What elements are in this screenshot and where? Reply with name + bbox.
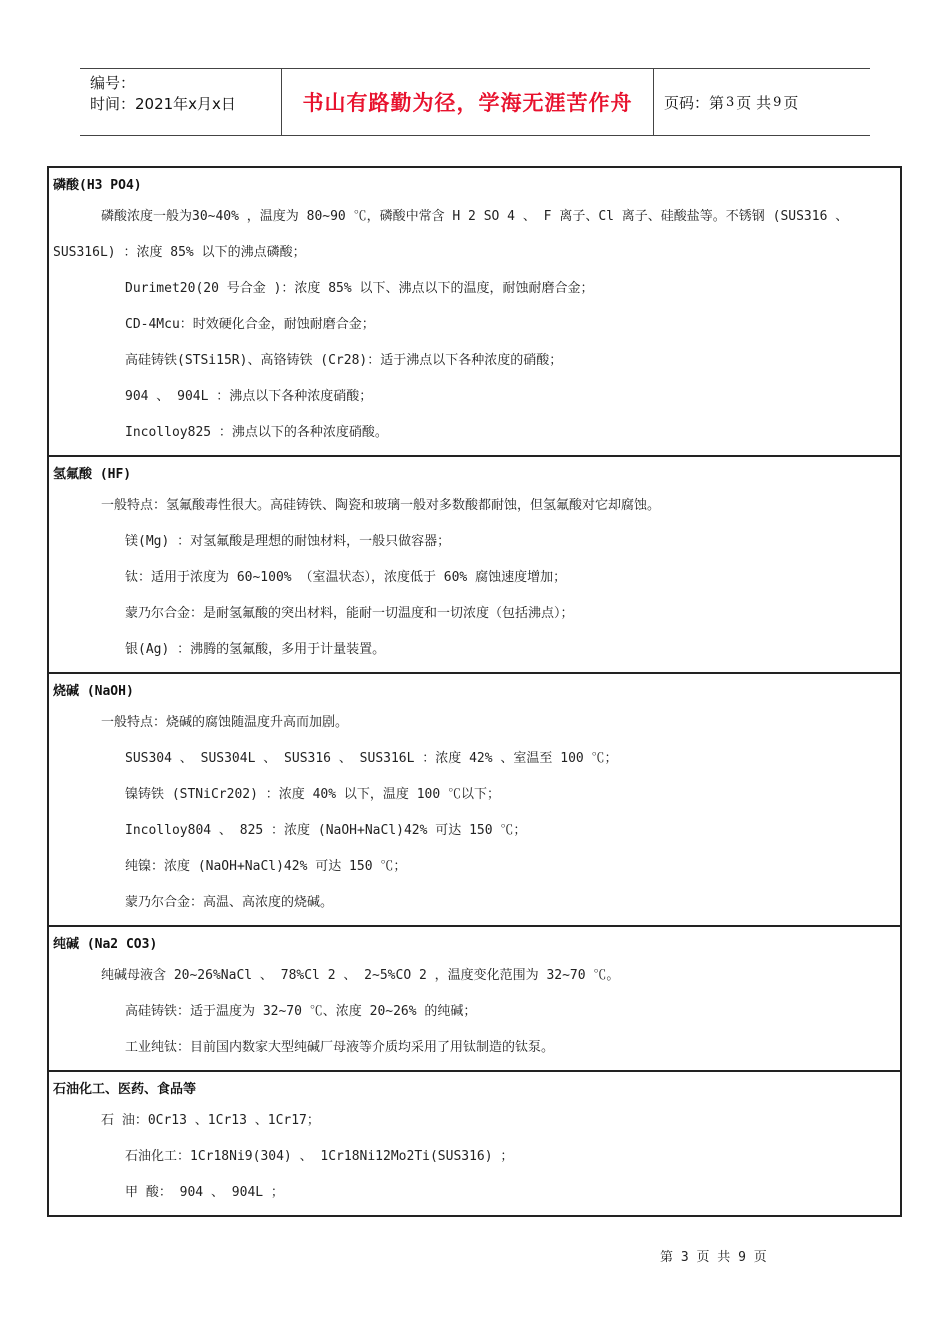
section-line: 甲 酸： 904 、 904L ；: [125, 1185, 284, 1200]
header-page-info: [654, 69, 870, 135]
page-number: 3: [726, 94, 735, 110]
section-line: Durimet20(20 号合金 )：浓度 85% 以下、沸点以下的温度，耐蚀耐磨合金；: [125, 281, 594, 296]
page-header: [80, 68, 870, 136]
time-label: 时间：2021年x月x日: [90, 95, 236, 113]
section-line: 高硅铸铁(STSi15R)、高铬铸铁 (Cr28)：适于沸点以下各种浓度的硝酸；: [125, 353, 563, 368]
section-line: 904 、 904L ：沸点以下各种浓度硝酸；: [125, 389, 373, 404]
section-line: CD-4Mcu：时效硬化合金，耐蚀耐磨合金；: [125, 317, 375, 332]
section: [49, 168, 900, 455]
section-line: 一般特点：烧碱的腐蚀随温度升高而加剧。: [101, 715, 349, 730]
section-line: 石 油：0Cr13 、1Cr13 、1Cr17；: [101, 1113, 320, 1128]
section-line: 磷酸浓度一般为30~40% ，温度为 80~90 ℃，磷酸中常含 H 2 SO 4 、 F 离子、Cl 离子、硅酸盐等。不锈钢 (SUS316 、: [101, 209, 849, 224]
page-suffix: 页: [783, 93, 799, 112]
header-meta: [80, 69, 282, 135]
content-table: [47, 166, 902, 1217]
section-line: 镍铸铁 (STNiCr202) ：浓度 40% 以下，温度 100 ℃以下；: [125, 787, 501, 802]
section: [49, 1070, 900, 1215]
page-footer: 第 3 页 共 9 页: [660, 1250, 767, 1265]
code-label: 编号：: [90, 74, 136, 92]
header-motto: 书山有路勤为径，学海无涯苦作舟: [282, 69, 654, 135]
section: [49, 925, 900, 1070]
section-line: 石油化工：1Cr18Ni9(304) 、 1Cr18Ni12Mo2Ti(SUS316) ；: [125, 1149, 514, 1164]
section-line: 工业纯钛：目前国内数家大型纯碱厂母液等介质均采用了用钛制造的钛泵。: [125, 1040, 555, 1055]
section-line: 纯镍：浓度 (NaOH+NaCl)42% 可达 150 ℃；: [125, 859, 407, 874]
section-title: 纯碱 (Na2 CO3): [53, 937, 158, 952]
section-line: 高硅铸铁：适于温度为 32~70 ℃、浓度 20~26% 的纯碱；: [125, 1004, 477, 1019]
section-line: Incolloy825 ：沸点以下的各种浓度硝酸。: [125, 425, 388, 440]
section: [49, 672, 900, 925]
section-line: 镁(Mg) ：对氢氟酸是理想的耐蚀材料，一般只做容器；: [125, 534, 451, 549]
page-prefix: 页码：第: [664, 93, 725, 112]
section-title: 石油化工、医药、食品等: [53, 1082, 197, 1097]
section-line: 纯碱母液含 20~26%NaCl 、 78%Cl 2 、 2~5%CO 2 ，温度变化范围为 32~70 ℃。: [101, 968, 620, 983]
page-mid: 页 共: [736, 93, 772, 112]
section-line: Incolloy804 、 825 ：浓度 (NaOH+NaCl)42% 可达 150 ℃；: [125, 823, 527, 838]
section-line: 蒙乃尔合金：是耐氢氟酸的突出材料，能耐一切温度和一切浓度（包括沸点）；: [125, 606, 574, 621]
section-line: SUS316L) ：浓度 85% 以下的沸点磷酸；: [53, 245, 306, 260]
section-line: 一般特点：氢氟酸毒性很大。高硅铸铁、陶瓷和玻璃一般对多数酸都耐蚀，但氢氟酸对它却腐蚀。: [101, 498, 661, 513]
section-line: 银(Ag) ：沸腾的氢氟酸，多用于计量装置。: [125, 642, 386, 657]
section-title: 烧碱 (NaOH): [53, 684, 134, 699]
page-total: 9: [773, 94, 782, 110]
section: [49, 455, 900, 672]
section-line: 钛：适用于浓度为 60~100% （室温状态），浓度低于 60% 腐蚀速度增加；: [125, 570, 567, 585]
section-line: SUS304 、 SUS304L 、 SUS316 、 SUS316L ：浓度 42% 、室温至 100 ℃；: [125, 751, 618, 766]
section-title: 氢氟酸 (HF): [53, 467, 132, 482]
section-title: 磷酸(H3 PO4): [53, 178, 142, 193]
section-line: 蒙乃尔合金：高温、高浓度的烧碱。: [125, 895, 334, 910]
